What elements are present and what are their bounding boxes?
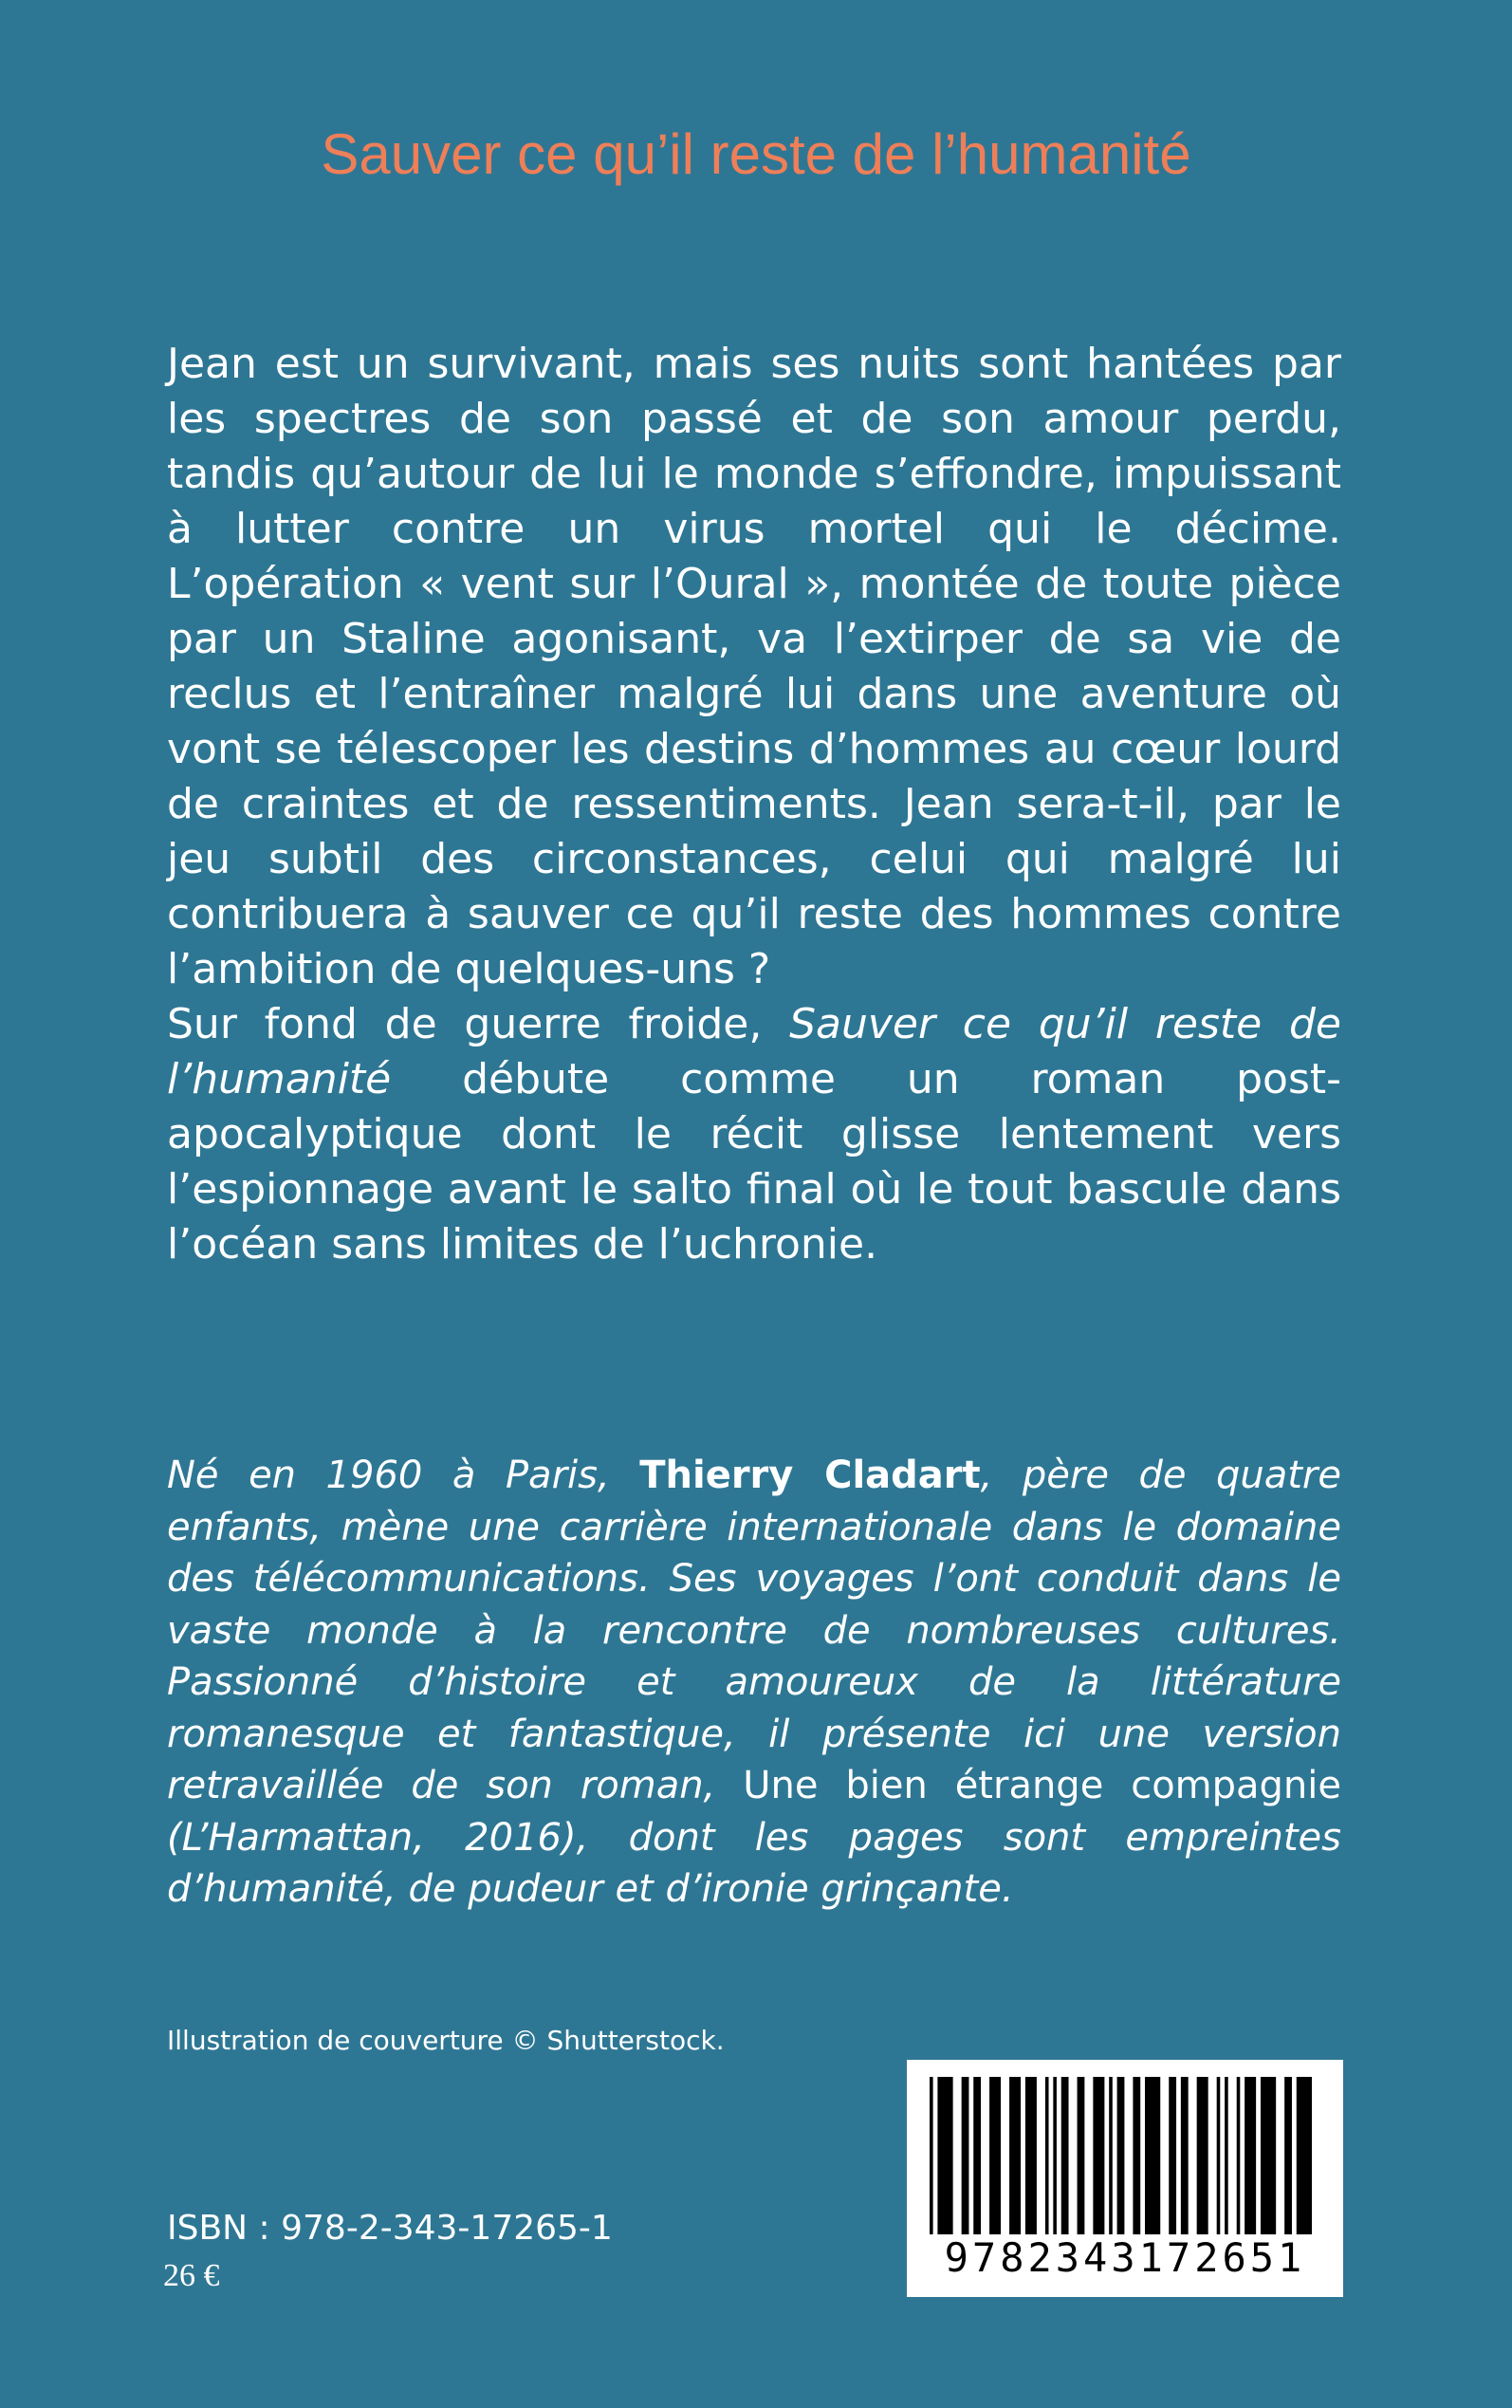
barcode-bar: [1237, 2077, 1241, 2234]
barcode-bar: [1284, 2077, 1292, 2234]
blurb-p2-rest: débute comme un roman post-apocalyptique dont le récit glisse lentement vers l’espionnage avant le salto final où le tout bascule dans l’océan sans limites de l’uchronie.: [167, 1055, 1341, 1269]
barcode-bar: [930, 2077, 933, 2234]
author-bio: [167, 1450, 1341, 1916]
blurb: [167, 337, 1341, 1272]
barcode-bar: [1217, 2077, 1221, 2234]
barcode-bar: [989, 2077, 1001, 2234]
barcode-bar: [1245, 2077, 1256, 2234]
blurb-paragraph-2: [167, 997, 1341, 1272]
barcode-bar: [1145, 2077, 1160, 2234]
barcode-bar: [1133, 2077, 1140, 2234]
barcode-bar: [1093, 2077, 1104, 2234]
barcode-bar: [1117, 2077, 1125, 2234]
barcode-bar: [1197, 2077, 1208, 2234]
bio-start: Né en 1960 à Paris,: [167, 1454, 640, 1497]
illustration-credit: Illustration de couverture © Shutterstock.: [167, 2025, 725, 2056]
blurb-p2-start: Sur fond de guerre froide,: [167, 1000, 790, 1048]
barcode-digits: 9782343172651: [944, 2234, 1306, 2281]
isbn: ISBN : 978-2-343-17265-1: [167, 2209, 613, 2248]
blurb-p2-title: Sauver ce qu’il reste de l’humanité: [167, 1000, 1341, 1103]
price: 26 €: [163, 2258, 220, 2293]
blurb-paragraph-1: Jean est un survivant, mais ses nuits sont hantées par les spectres de son passé et de son amour perdu, tandis qu’autour de lui le monde s’effondre, impuissant à lutter contre un virus mortel qui le décime. L’opération « vent sur l’Oural », montée de toute pièce par un Staline agonisant, va l’extirper de sa vie de reclus et l’entraîner malgré lui dans une aventure où vont se télescoper les destins d’hommes au cœur lourd de craintes et de ressentiments. Jean sera-t-il, par le jeu subtil des circonstances, celui qui malgré lui contribuera à sauver ce qu’il reste des hommes contre l’ambition de quelques-uns ?: [167, 340, 1341, 993]
barcode-bar: [1061, 2077, 1069, 2234]
barcode-bar: [1169, 2077, 1176, 2234]
bio-middle: , père de quatre enfants, mène une carrière internationale dans le domaine des télécommunications. Ses voyages l’ont conduit dans le vaste monde à la rencontre de nombreuses cultures. Passionné d’histoire et amoureux de la littérature romanesque et fantastique, il présente ici une version retravaillée de son roman,: [167, 1454, 1341, 1807]
barcode-bar: [1181, 2077, 1189, 2234]
barcode-bar: [1225, 2077, 1228, 2234]
barcode: [907, 2060, 1343, 2297]
barcode-bar: [1009, 2077, 1021, 2234]
barcode-bar: [962, 2077, 969, 2234]
barcode-bar: [1261, 2077, 1276, 2234]
barcode-bar: [973, 2077, 981, 2234]
barcode-bar: [1109, 2077, 1113, 2234]
book-title: Sauver ce qu’il reste de l’humanité: [321, 122, 1191, 186]
author-name: Thierry Cladart: [639, 1454, 981, 1497]
barcode-bar: [1025, 2077, 1037, 2234]
barcode-bar: [1053, 2077, 1057, 2234]
barcode-bar: [1297, 2077, 1312, 2234]
bio-book-title: Une bien étrange compagnie: [743, 1764, 1342, 1807]
bio-end: (L’Harmattan, 2016), dont les pages sont empreintes d’humanité, de pudeur et d’ironie grinçante.: [167, 1815, 1341, 1911]
barcode-bar: [1078, 2077, 1085, 2234]
barcode-bar: [937, 2077, 952, 2234]
barcode-bar: [1045, 2077, 1049, 2234]
